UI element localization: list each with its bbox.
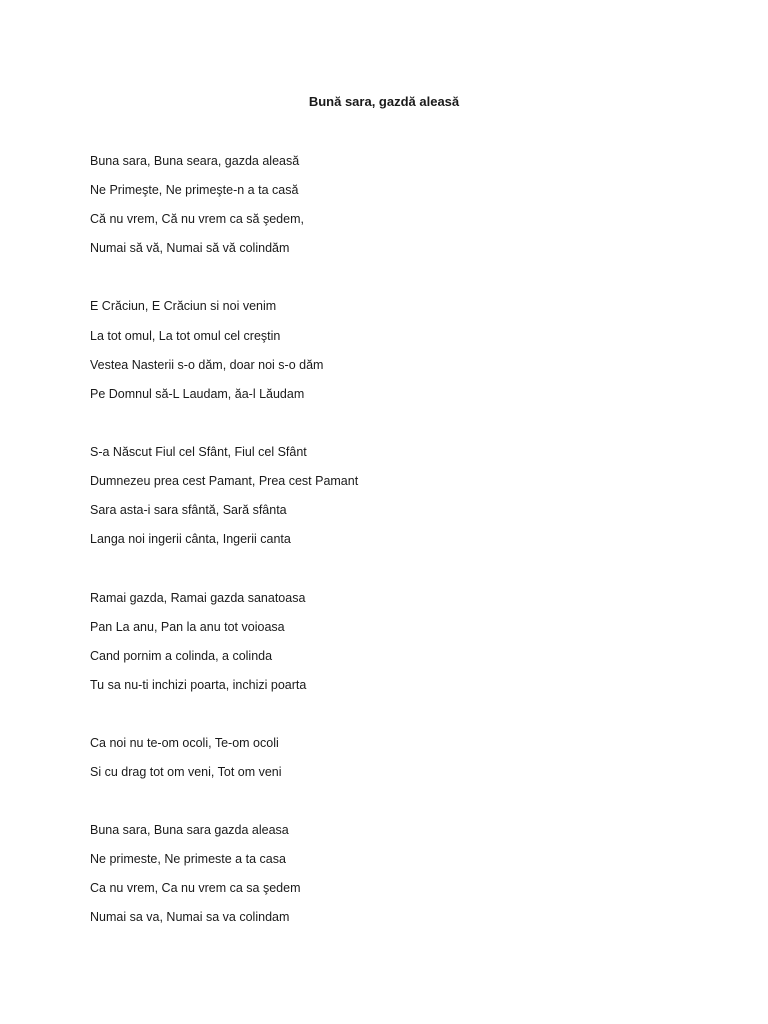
lyric-line: Sara asta-i sara sfântă, Sară sfânta <box>90 503 287 517</box>
lyric-line: Vestea Nasterii s-o dăm, doar noi s-o dăm <box>90 358 324 372</box>
lyric-line: Ca nu vrem, Ca nu vrem ca sa şedem <box>90 881 301 895</box>
lyric-line: Numai sa va, Numai sa va colindam <box>90 910 290 924</box>
lyric-line: Buna sara, Buna sara gazda aleasa <box>90 823 289 837</box>
lyric-line: Tu sa nu-ti inchizi poarta, inchizi poarta <box>90 678 307 692</box>
lyric-line: Buna sara, Buna seara, gazda aleasă <box>90 154 300 168</box>
lyric-line: Pan La anu, Pan la anu tot voioasa <box>90 620 285 634</box>
lyric-line: Dumnezeu prea cest Pamant, Prea cest Pamant <box>90 474 359 488</box>
lyric-line: Că nu vrem, Că nu vrem ca să şedem, <box>90 212 304 226</box>
lyric-line: Ne Primeşte, Ne primeşte-n a ta casă <box>90 183 299 197</box>
lyric-line: Numai să vă, Numai să vă colindăm <box>90 241 290 255</box>
lyric-line: Ramai gazda, Ramai gazda sanatoasa <box>90 591 306 605</box>
lyric-line: Pe Domnul să-L Laudam, ăa-l Lăudam <box>90 387 305 401</box>
lyric-line: Cand pornim a colinda, a colinda <box>90 649 273 663</box>
lyric-line: Ne primeste, Ne primeste a ta casa <box>90 852 286 866</box>
lyric-line: Ca noi nu te-om ocoli, Te-om ocoli <box>90 736 279 750</box>
lyric-line: La tot omul, La tot omul cel creştin <box>90 329 281 343</box>
document-title: Bună sara, gazdă aleasă <box>308 94 460 109</box>
lyric-line: E Crăciun, E Crăciun si noi venim <box>90 299 277 313</box>
lyric-line: Langa noi ingerii cânta, Ingerii canta <box>90 532 291 546</box>
lyric-line: S-a Născut Fiul cel Sfânt, Fiul cel Sfânt <box>90 445 307 459</box>
lyric-line: Si cu drag tot om veni, Tot om veni <box>90 765 282 779</box>
